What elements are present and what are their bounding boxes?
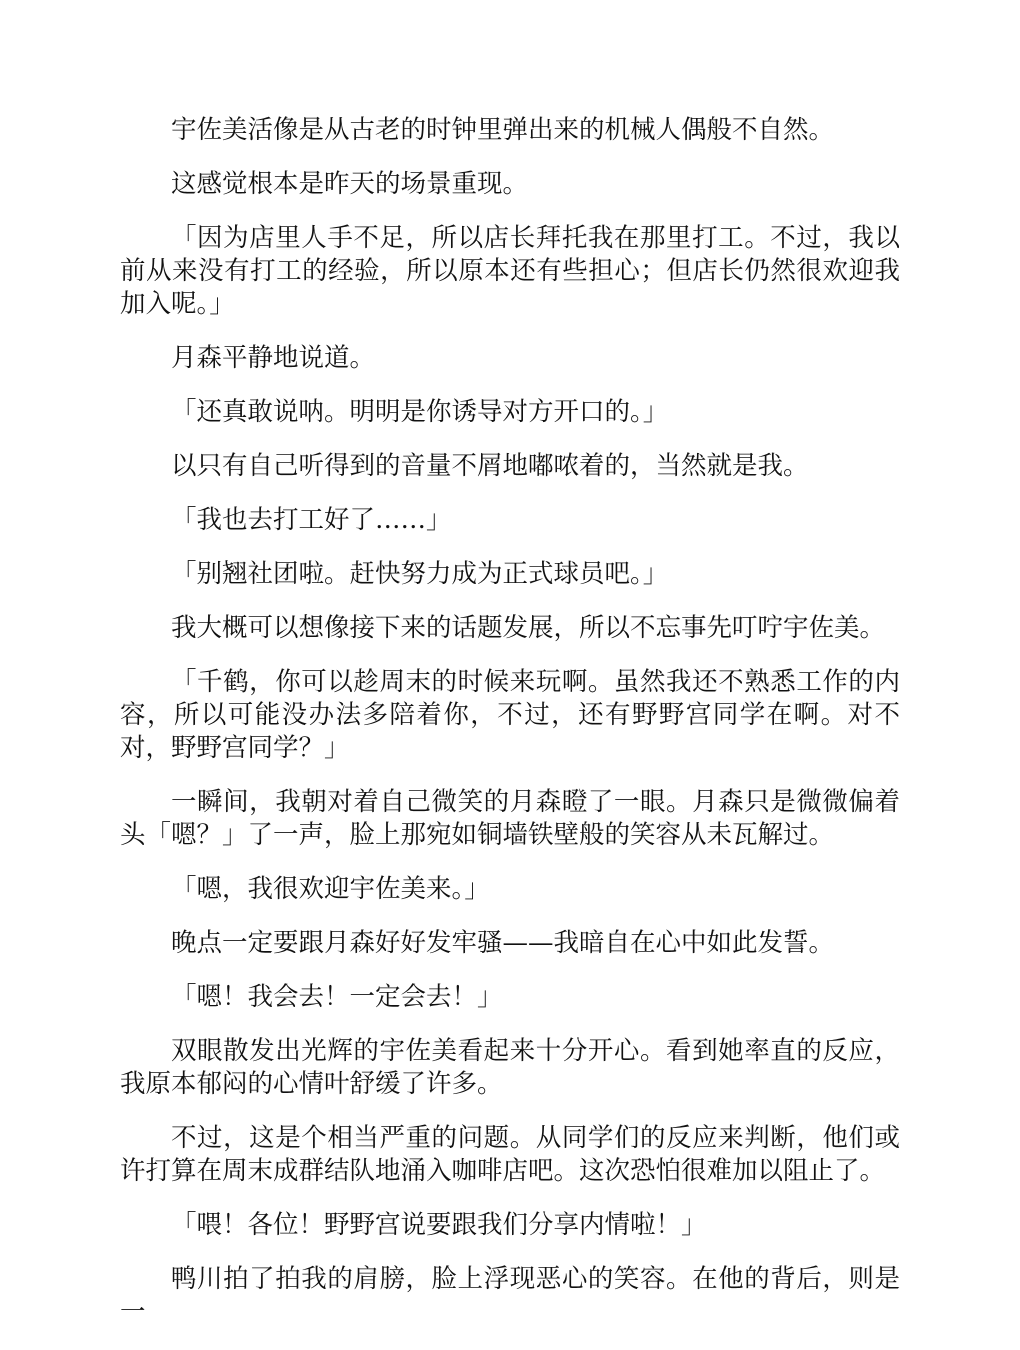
paragraph: 「嗯，我很欢迎宇佐美来。」 — [171, 874, 490, 904]
document-body — [120, 114, 900, 1350]
paragraph: 双眼散发出光辉的宇佐美看起来十分开心。看到她率直的反应，我原本郁闷的心情叶舒缓了许多。 — [120, 1036, 900, 1099]
paragraph: 一瞬间，我朝对着自己微笑的月森瞪了一眼。月森只是微微偏着头「嗯？」了一声，脸上那宛如铜墙铁壁般的笑容从未瓦解过。 — [120, 787, 900, 850]
paragraph: 宇佐美活像是从古老的时钟里弹出来的机械人偶般不自然。 — [171, 115, 835, 145]
paragraph: 我大概可以想像接下来的话题发展，所以不忘事先叮咛宇佐美。 — [171, 613, 886, 643]
paragraph: 月森平静地说道。 — [171, 343, 376, 373]
paragraph: 「别翘社团啦。赶快努力成为正式球员吧。」 — [171, 559, 669, 589]
paragraph: 晚点一定要跟月森好好发牢骚——我暗自在心中如此发誓。 — [171, 928, 835, 958]
paragraph: 「嗯！我会去！一定会去！」 — [171, 982, 503, 1012]
paragraph: 以只有自己听得到的音量不屑地嘟哝着的，当然就是我。 — [171, 451, 809, 481]
paragraph: 不过，这是个相当严重的问题。从同学们的反应来判断，他们或许打算在周末成群结队地涌入咖啡店吧。这次恐怕很难加以阻止了。 — [120, 1123, 900, 1186]
paragraph: 「喂！各位！野野宫说要跟我们分享内情啦！」 — [171, 1210, 707, 1240]
paragraph: 「因为店里人手不足，所以店长拜托我在那里打工。不过，我以前从来没有打工的经验，所以原本还有些担心；但店长仍然很欢迎我加入呢。」 — [120, 223, 900, 319]
paragraph: 「还真敢说呐。明明是你诱导对方开口的。」 — [171, 397, 669, 427]
paragraph: 这感觉根本是昨天的场景重现。 — [171, 169, 529, 199]
paragraph: 「千鹤，你可以趁周末的时候来玩啊。虽然我还不熟悉工作的内容，所以可能没办法多陪着你，不过，还有野野宫同学在啊。对不对，野野宫同学？」 — [120, 667, 900, 763]
paragraph: 鸭川拍了拍我的肩膀，脸上浮现恶心的笑容。在他的背后，则是一 — [120, 1264, 900, 1327]
paragraph: 「我也去打工好了……」 — [171, 505, 452, 535]
